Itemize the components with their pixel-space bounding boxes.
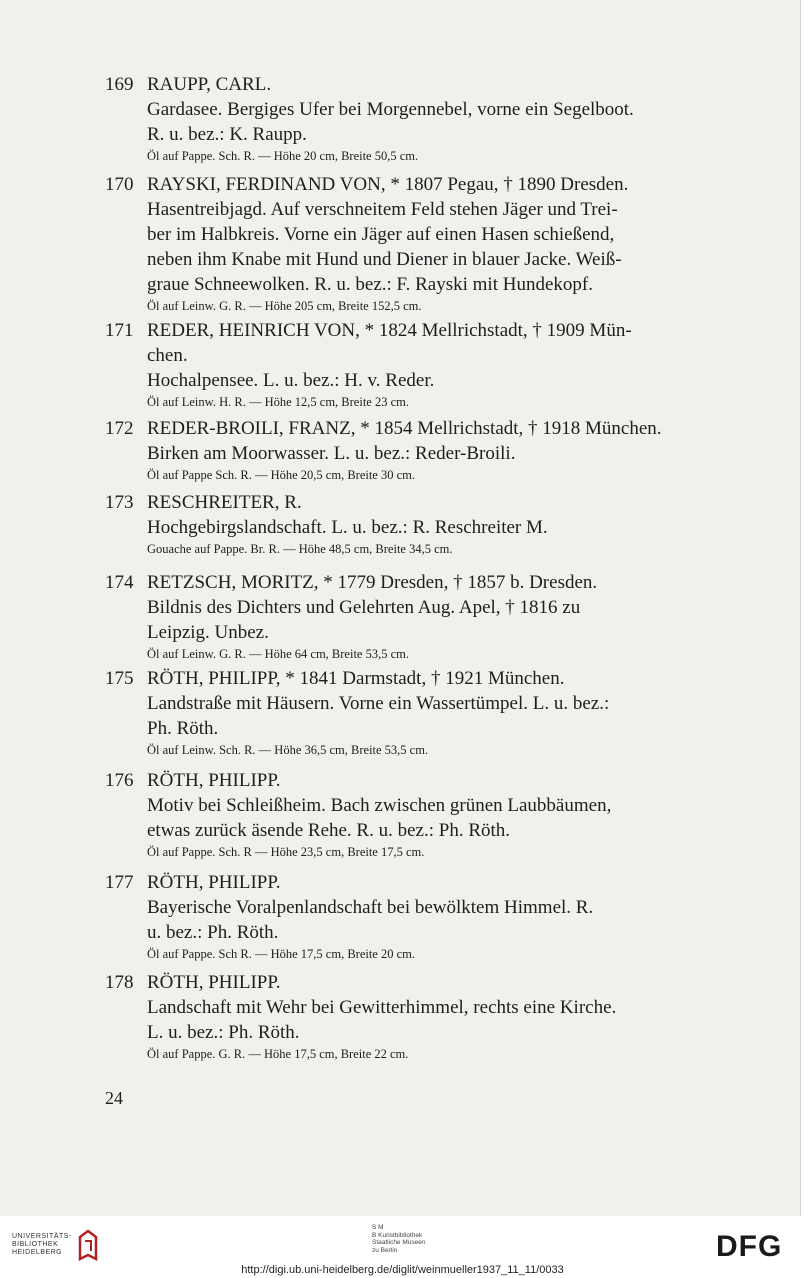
- museum-line-4: zu Berlin: [372, 1246, 398, 1254]
- page-number: 24: [105, 1088, 123, 1108]
- description-line: chen.: [147, 345, 188, 366]
- description-line: Hasentreibjagd. Auf verschneitem Feld stehen Jäger und Trei-: [147, 199, 618, 220]
- artist-name: REDER, HEINRICH VON, * 1824 Mellrichstadt, † 1909 Mün-: [147, 320, 632, 341]
- entry-heading: [105, 416, 715, 441]
- catalog-entry: [105, 72, 715, 166]
- entry-number: 170: [105, 174, 134, 195]
- artist-name: RAYSKI, FERDINAND VON, * 1807 Pegau, † 1890 Dresden.: [147, 174, 629, 195]
- catalog-entry: [105, 416, 715, 485]
- artist-name: RÖTH, PHILIPP.: [147, 770, 281, 791]
- entry-heading: [105, 570, 715, 595]
- description-line: Ph. Röth.: [147, 718, 219, 739]
- catalog-entry: [105, 318, 715, 412]
- artist-name: RESCHREITER, R.: [147, 492, 302, 513]
- catalog-entry: [105, 172, 715, 316]
- description-line: neben ihm Knabe mit Hund und Diener in blauer Jacke. Weiß-: [147, 249, 622, 270]
- artist-name: RÖTH, PHILIPP.: [147, 972, 281, 993]
- museum-line-3: Staatliche Museen: [372, 1239, 426, 1246]
- artist-name: RÖTH, PHILIPP, * 1841 Darmstadt, † 1921 München.: [147, 668, 565, 689]
- university-line-1: UNIVERSITÄTS-: [12, 1233, 72, 1240]
- entry-number: 176: [105, 770, 134, 791]
- artist-name: RAUPP, CARL.: [147, 74, 272, 95]
- description-line: Motiv bei Schleißheim. Bach zwischen grünen Laubbäumen,: [147, 795, 612, 816]
- entry-heading: [105, 768, 715, 793]
- technical-details: Öl auf Pappe. G. R. — Höhe 17,5 cm, Breite 22 cm.: [147, 1047, 409, 1061]
- artist-name: RETZSCH, MORITZ, * 1779 Dresden, † 1857 b. Dresden.: [147, 572, 598, 593]
- artist-name: REDER-BROILI, FRANZ, * 1854 Mellrichstadt, † 1918 München.: [147, 418, 662, 439]
- description-line: Leipzig. Unbez.: [147, 622, 269, 643]
- entry-number: 171: [105, 320, 134, 341]
- catalog-entry: [105, 490, 715, 559]
- dfg-logo[interactable]: DFG: [716, 1230, 783, 1263]
- entry-number: 174: [105, 572, 134, 593]
- description-line: etwas zurück äsende Rehe. R. u. bez.: Ph. Röth.: [147, 820, 511, 841]
- catalog-entry: [105, 870, 715, 964]
- description-line: R. u. bez.: K. Raupp.: [147, 124, 307, 145]
- catalog-entry: [105, 970, 715, 1064]
- entry-heading: [105, 870, 715, 895]
- smb-kunstbibliothek-logo[interactable]: [372, 1224, 425, 1254]
- technical-details: Öl auf Leinw. G. R. — Höhe 205 cm, Breite 152,5 cm.: [147, 299, 422, 313]
- university-line-3: HEIDELBERG: [12, 1249, 63, 1256]
- entry-number: 172: [105, 418, 134, 439]
- entry-number: 173: [105, 492, 134, 513]
- entry-heading: [105, 970, 715, 995]
- description-line: Landstraße mit Häusern. Vorne ein Wassertümpel. L. u. bez.:: [147, 693, 610, 714]
- technical-details: Öl auf Leinw. H. R. — Höhe 12,5 cm, Breite 23 cm.: [147, 395, 409, 409]
- technical-details: Gouache auf Pappe. Br. R. — Höhe 48,5 cm, Breite 34,5 cm.: [147, 542, 453, 556]
- entry-number: 178: [105, 972, 134, 993]
- museum-line-2: B Kunstbibliothek: [372, 1231, 423, 1239]
- entry-heading: [105, 318, 715, 343]
- catalog-entry: [105, 768, 715, 862]
- description-line: graue Schneewolken. R. u. bez.: F. Rayski mit Hundekopf.: [147, 274, 593, 295]
- technical-details: Öl auf Pappe Sch. R. — Höhe 20,5 cm, Breite 30 cm.: [147, 468, 416, 482]
- entry-number: 175: [105, 668, 134, 689]
- museum-line-1: S M: [372, 1224, 384, 1231]
- description-line: u. bez.: Ph. Röth.: [147, 922, 279, 943]
- description-line: Birken am Moorwasser. L. u. bez.: Reder-Broili.: [147, 443, 516, 464]
- description-line: Bildnis des Dichters und Gelehrten Aug. Apel, † 1816 zu: [147, 597, 581, 618]
- university-line-2: BIBLIOTHEK: [12, 1241, 59, 1248]
- technical-details: Öl auf Pappe. Sch. R — Höhe 23,5 cm, Breite 17,5 cm.: [147, 845, 425, 859]
- entry-number: 169: [105, 74, 134, 95]
- entry-heading: [105, 72, 715, 97]
- heidelberg-emblem-icon: [78, 1229, 98, 1263]
- description-line: Bayerische Voralpenlandschaft bei bewölktem Himmel. R.: [147, 897, 594, 918]
- entry-heading: [105, 490, 715, 515]
- description-line: Hochgebirgslandschaft. L. u. bez.: R. Reschreiter M.: [147, 517, 548, 538]
- description-line: L. u. bez.: Ph. Röth.: [147, 1022, 300, 1043]
- technical-details: Öl auf Leinw. G. R. — Höhe 64 cm, Breite 53,5 cm.: [147, 647, 409, 661]
- catalog-entry: [105, 666, 715, 760]
- entry-heading: [105, 666, 715, 691]
- technical-details: Öl auf Leinw. Sch. R. — Höhe 36,5 cm, Breite 53,5 cm.: [147, 743, 429, 757]
- description-line: Landschaft mit Wehr bei Gewitterhimmel, rechts eine Kirche.: [147, 997, 617, 1018]
- entry-heading: [105, 172, 715, 197]
- source-url-link[interactable]: http://digi.ub.uni-heidelberg.de/diglit/weinmueller1937_11_11/0033: [241, 1264, 564, 1276]
- catalog-entry: [105, 570, 715, 664]
- artist-name: RÖTH, PHILIPP.: [147, 872, 281, 893]
- description-line: ber im Halbkreis. Vorne ein Jäger auf einen Hasen schießend,: [147, 224, 615, 245]
- description-line: Hochalpensee. L. u. bez.: H. v. Reder.: [147, 370, 435, 391]
- technical-details: Öl auf Pappe. Sch. R. — Höhe 20 cm, Breite 50,5 cm.: [147, 149, 419, 163]
- description-line: Gardasee. Bergiges Ufer bei Morgennebel, vorne ein Segelboot.: [147, 99, 634, 120]
- entry-number: 177: [105, 872, 134, 893]
- technical-details: Öl auf Pappe. Sch R. — Höhe 17,5 cm, Breite 20 cm.: [147, 947, 416, 961]
